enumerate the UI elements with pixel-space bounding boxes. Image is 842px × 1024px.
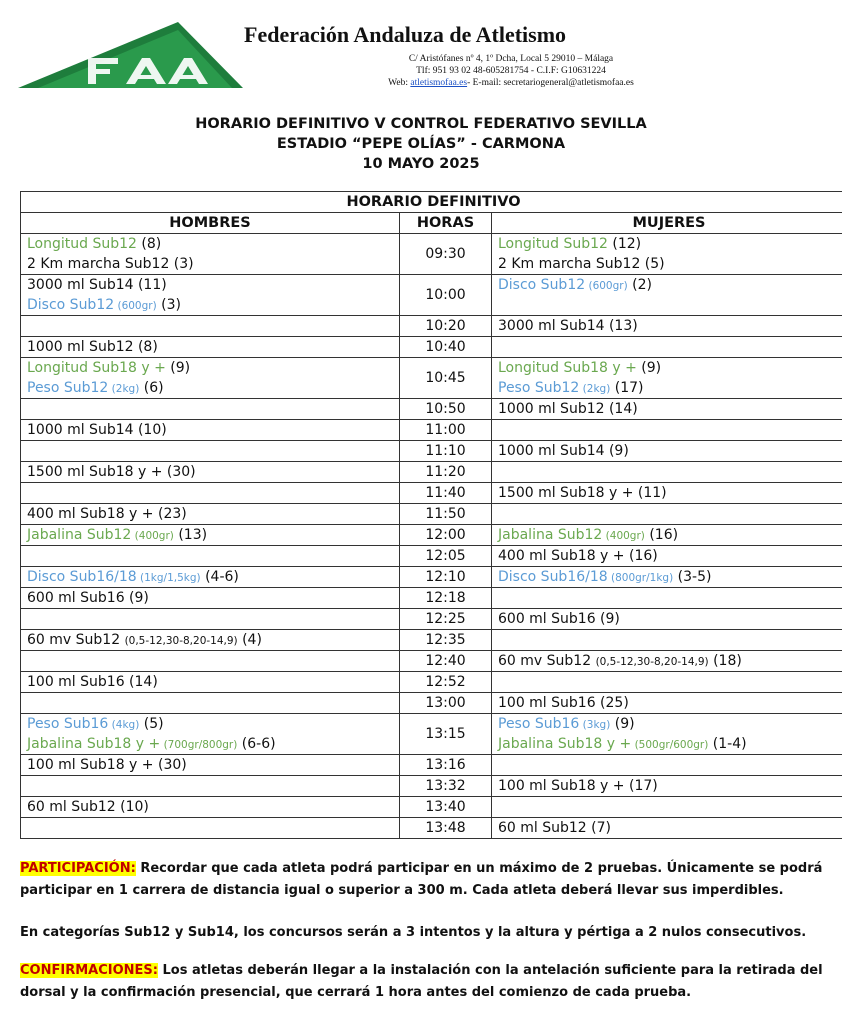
event-line (498, 462, 840, 482)
women-event-cell (492, 755, 842, 776)
participation-note (20, 858, 842, 902)
event-text: 2 Km marcha Sub12 (3) (27, 256, 194, 272)
event-line (498, 672, 840, 692)
table-caption: HORARIO DEFINITIVO (21, 192, 842, 213)
column-header-men: HOMBRES (21, 213, 400, 234)
schedule-table (20, 191, 842, 839)
table-row (21, 567, 842, 588)
event-text: 1000 ml Sub14 (9) (498, 443, 629, 459)
event-line (498, 546, 840, 566)
event-text: 600 ml Sub16 (9) (27, 590, 149, 606)
women-event-cell (492, 316, 842, 337)
event-text: 1500 ml Sub18 y + (30) (27, 464, 196, 480)
event-line (27, 441, 393, 461)
event-line (27, 630, 393, 650)
table-row (21, 776, 842, 797)
women-event-cell (492, 776, 842, 797)
event-line (27, 734, 393, 754)
table-row (21, 630, 842, 651)
org-contact (0, 78, 842, 88)
time-cell: 11:40 (400, 483, 492, 504)
event-line (498, 525, 840, 545)
confirmations-note (20, 960, 842, 1004)
event-text: Longitud Sub18 y + (498, 360, 637, 376)
time-cell: 12:52 (400, 672, 492, 693)
event-text: (400gr) (131, 530, 174, 542)
event-line (498, 399, 840, 419)
event-text: (0,5-12,30-8,20-14,9) (595, 656, 709, 668)
event-line (498, 234, 840, 254)
event-line (27, 234, 393, 254)
event-text: (700gr/800gr) (160, 739, 238, 751)
time-cell: 12:10 (400, 567, 492, 588)
event-line (498, 295, 840, 315)
table-row (21, 755, 842, 776)
table-row (21, 818, 842, 839)
event-line (498, 797, 840, 817)
confirmations-text-2: dorsal y la confirmación presencial, que cerrará 1 hora antes del comienzo de cada prueba. (20, 985, 692, 1000)
time-cell: 13:15 (400, 714, 492, 755)
women-event-cell (492, 714, 842, 755)
table-row (21, 588, 842, 609)
event-line (27, 295, 393, 315)
men-event-cell (21, 651, 400, 672)
event-text: Peso Sub16 (27, 716, 109, 732)
web-label: Web: (388, 78, 408, 88)
women-event-cell (492, 337, 842, 358)
men-event-cell (21, 234, 400, 275)
schedule-body (21, 234, 842, 839)
event-line (27, 651, 393, 671)
event-text: (3-5) (673, 569, 712, 585)
women-event-cell (492, 609, 842, 630)
women-event-cell (492, 462, 842, 483)
event-text: (0,5-12,30-8,20-14,9) (124, 635, 238, 647)
participation-text-1: Recordar que cada atleta podrá participar en un máximo de 2 pruebas. Únicamente se podrá (135, 861, 823, 876)
event-text: Jabalina Sub18 y + (27, 736, 161, 752)
table-row (21, 316, 842, 337)
event-text: (3) (156, 297, 181, 313)
event-line (498, 275, 840, 295)
event-text: Longitud Sub12 (27, 236, 137, 252)
event-line (498, 651, 840, 671)
event-text: Disco Sub16/18 (498, 569, 608, 585)
table-row (21, 234, 842, 275)
event-text: (1kg/1,5kg) (136, 572, 201, 584)
men-event-cell (21, 797, 400, 818)
event-line (27, 483, 393, 503)
event-line (27, 567, 393, 587)
event-line (498, 316, 840, 336)
event-line (27, 337, 393, 357)
title-line-2: ESTADIO “PEPE OLÍAS” - CARMONA (276, 136, 566, 152)
event-text: (6-6) (237, 736, 276, 752)
event-text: 100 ml Sub18 y + (30) (27, 757, 187, 773)
event-text: 60 mv Sub12 (27, 632, 125, 648)
table-row (21, 797, 842, 818)
event-text: 60 ml Sub12 (7) (498, 820, 611, 836)
event-text: Jabalina Sub18 y + (498, 736, 632, 752)
women-event-cell (492, 275, 842, 316)
event-line (498, 567, 840, 587)
event-text: 1000 ml Sub12 (8) (27, 339, 158, 355)
event-line (27, 420, 393, 440)
time-cell: 11:20 (400, 462, 492, 483)
men-event-cell (21, 483, 400, 504)
event-text: (9) (636, 360, 662, 376)
event-line (498, 609, 840, 629)
event-text: (13) (173, 527, 208, 543)
table-row (21, 420, 842, 441)
event-line (27, 462, 393, 482)
time-cell: 09:30 (400, 234, 492, 275)
women-event-cell (492, 797, 842, 818)
event-text: (17) (610, 380, 644, 396)
event-text: 1500 ml Sub18 y + (11) (498, 485, 667, 501)
event-text: Peso Sub16 (498, 716, 580, 732)
event-text: 100 ml Sub18 y + (17) (498, 778, 658, 794)
table-row (21, 441, 842, 462)
event-line (27, 525, 393, 545)
time-cell: 13:40 (400, 797, 492, 818)
time-cell: 10:50 (400, 399, 492, 420)
event-text: 600 ml Sub16 (9) (498, 611, 620, 627)
event-text: 60 ml Sub12 (10) (27, 799, 149, 815)
men-event-cell (21, 672, 400, 693)
women-event-cell (492, 234, 842, 275)
women-event-cell (492, 818, 842, 839)
men-event-cell (21, 776, 400, 797)
men-event-cell (21, 546, 400, 567)
women-event-cell (492, 483, 842, 504)
men-event-cell (21, 337, 400, 358)
men-event-cell (21, 275, 400, 316)
women-event-cell (492, 504, 842, 525)
women-event-cell (492, 630, 842, 651)
men-event-cell (21, 693, 400, 714)
event-line (498, 630, 840, 650)
table-row (21, 275, 842, 316)
table-row (21, 358, 842, 399)
event-text: Peso Sub12 (498, 380, 580, 396)
event-text: 3000 ml Sub14 (11) (27, 277, 167, 293)
categories-note: En categorías Sub12 y Sub14, los concursos serán a 3 intentos y la altura y pértiga a 2 nulos consecutivos. (20, 925, 807, 940)
event-text: (9) (165, 360, 191, 376)
event-line (27, 714, 393, 734)
event-line (498, 693, 840, 713)
event-line (27, 316, 393, 336)
event-text: Jabalina Sub12 (27, 527, 132, 543)
event-line (27, 755, 393, 775)
women-event-cell (492, 651, 842, 672)
time-cell: 12:18 (400, 588, 492, 609)
event-text: (16) (644, 527, 679, 543)
event-line (498, 441, 840, 461)
men-event-cell (21, 420, 400, 441)
org-address: C/ Aristófanes nº 4, 1º Dcha, Local 5 29010 – Málaga (408, 54, 614, 64)
event-text: (4) (237, 632, 262, 648)
event-line (498, 504, 840, 524)
event-text: (500gr/600gr) (631, 739, 709, 751)
men-event-cell (21, 818, 400, 839)
document-titles (0, 114, 842, 174)
event-line (27, 546, 393, 566)
women-event-cell (492, 567, 842, 588)
time-cell: 12:40 (400, 651, 492, 672)
event-line (498, 734, 840, 754)
table-row (21, 714, 842, 755)
time-cell: 10:45 (400, 358, 492, 399)
event-line (498, 358, 840, 378)
table-row (21, 504, 842, 525)
event-line (27, 399, 393, 419)
event-text: Longitud Sub12 (498, 236, 608, 252)
event-text: (1-4) (708, 736, 747, 752)
title-line-3: 10 MAYO 2025 (362, 156, 480, 172)
event-text: (600gr) (585, 280, 628, 292)
time-cell: 10:20 (400, 316, 492, 337)
event-line (27, 797, 393, 817)
men-event-cell (21, 630, 400, 651)
event-text: 3000 ml Sub14 (13) (498, 318, 638, 334)
title-line-1: HORARIO DEFINITIVO V CONTROL FEDERATIVO SEVILLA (195, 116, 647, 132)
event-text: (18) (708, 653, 742, 669)
confirmations-text-1: Los atletas deberán llegar a la instalación con la antelación suficiente para la retirada del (157, 963, 823, 978)
event-text: 1000 ml Sub12 (14) (498, 401, 638, 417)
men-event-cell (21, 525, 400, 546)
event-text: (800gr/1kg) (607, 572, 674, 584)
women-event-cell (492, 358, 842, 399)
event-line (498, 755, 840, 775)
event-text: (5) (139, 716, 164, 732)
column-header-time: HORAS (400, 213, 492, 234)
time-cell: 11:00 (400, 420, 492, 441)
men-event-cell (21, 567, 400, 588)
women-event-cell (492, 525, 842, 546)
event-text: (2) (627, 277, 652, 293)
event-line (498, 483, 840, 503)
event-text: 100 ml Sub16 (14) (27, 674, 158, 690)
event-line (498, 254, 840, 274)
event-text: (8) (136, 236, 162, 252)
participation-label: PARTICIPACIÓN: (20, 861, 136, 876)
event-line (498, 378, 840, 398)
event-line (27, 504, 393, 524)
table-row (21, 483, 842, 504)
web-link[interactable]: atletismofaa.es (410, 78, 468, 88)
event-line (27, 378, 393, 398)
event-line (27, 275, 393, 295)
table-row (21, 609, 842, 630)
event-line (27, 818, 393, 838)
event-line (27, 358, 393, 378)
women-event-cell (492, 588, 842, 609)
participation-text-2: participar en 1 carrera de distancia igual o superior a 300 m. Cada atleta deberá llevar sus imperdibles. (20, 883, 784, 898)
event-text: (2kg) (108, 383, 140, 395)
event-text: (12) (607, 236, 642, 252)
time-cell: 10:40 (400, 337, 492, 358)
event-text: (3kg) (579, 719, 611, 731)
time-cell: 13:00 (400, 693, 492, 714)
event-line (27, 776, 393, 796)
men-event-cell (21, 358, 400, 399)
men-event-cell (21, 316, 400, 337)
women-event-cell (492, 672, 842, 693)
event-text: Disco Sub16/18 (27, 569, 137, 585)
letterhead (0, 0, 842, 100)
event-line (27, 693, 393, 713)
event-text: 2 Km marcha Sub12 (5) (498, 256, 665, 272)
men-event-cell (21, 609, 400, 630)
men-event-cell (21, 441, 400, 462)
men-event-cell (21, 462, 400, 483)
table-row (21, 546, 842, 567)
time-cell: 13:32 (400, 776, 492, 797)
event-text: Longitud Sub18 y + (27, 360, 166, 376)
event-text: 60 mv Sub12 (498, 653, 596, 669)
event-text: (4-6) (200, 569, 239, 585)
org-phone: Tlf: 951 93 02 48-605281754 - C.I.F: G10631224 (416, 66, 606, 76)
event-text: Disco Sub12 (498, 277, 586, 293)
event-text: Jabalina Sub12 (498, 527, 603, 543)
time-cell: 12:05 (400, 546, 492, 567)
event-text: (2kg) (579, 383, 611, 395)
event-text: 100 ml Sub16 (25) (498, 695, 629, 711)
women-event-cell (492, 420, 842, 441)
women-event-cell (492, 399, 842, 420)
time-cell: 12:35 (400, 630, 492, 651)
event-line (27, 254, 393, 274)
event-line (498, 420, 840, 440)
event-text: 1000 ml Sub14 (10) (27, 422, 167, 438)
table-row (21, 337, 842, 358)
time-cell: 13:16 (400, 755, 492, 776)
table-row (21, 693, 842, 714)
event-line (498, 588, 840, 608)
women-event-cell (492, 546, 842, 567)
event-line (498, 818, 840, 838)
column-header-women: MUJERES (492, 213, 842, 234)
time-cell: 11:10 (400, 441, 492, 462)
women-event-cell (492, 441, 842, 462)
men-event-cell (21, 399, 400, 420)
event-text: (9) (610, 716, 635, 732)
men-event-cell (21, 504, 400, 525)
event-text: 400 ml Sub18 y + (23) (27, 506, 187, 522)
table-row (21, 399, 842, 420)
time-cell: 13:48 (400, 818, 492, 839)
org-name: Federación Andaluza de Atletismo (244, 22, 567, 47)
men-event-cell (21, 588, 400, 609)
event-text: Peso Sub12 (27, 380, 109, 396)
table-row (21, 672, 842, 693)
time-cell: 11:50 (400, 504, 492, 525)
event-line (498, 337, 840, 357)
event-text: (400gr) (602, 530, 645, 542)
event-line (27, 672, 393, 692)
event-text: (4kg) (108, 719, 140, 731)
event-line (498, 776, 840, 796)
table-row (21, 525, 842, 546)
event-text: 400 ml Sub18 y + (16) (498, 548, 658, 564)
event-line (27, 609, 393, 629)
men-event-cell (21, 714, 400, 755)
table-row (21, 462, 842, 483)
event-text: (600gr) (114, 300, 157, 312)
event-text: Disco Sub12 (27, 297, 115, 313)
women-event-cell (492, 693, 842, 714)
email-text: - E-mail: secretariogeneral@atletismofaa.es (467, 78, 634, 88)
confirmations-label: CONFIRMACIONES: (20, 963, 158, 978)
event-text: (6) (139, 380, 164, 396)
table-row (21, 651, 842, 672)
event-line (27, 588, 393, 608)
men-event-cell (21, 755, 400, 776)
time-cell: 12:00 (400, 525, 492, 546)
event-line (498, 714, 840, 734)
time-cell: 12:25 (400, 609, 492, 630)
time-cell: 10:00 (400, 275, 492, 316)
